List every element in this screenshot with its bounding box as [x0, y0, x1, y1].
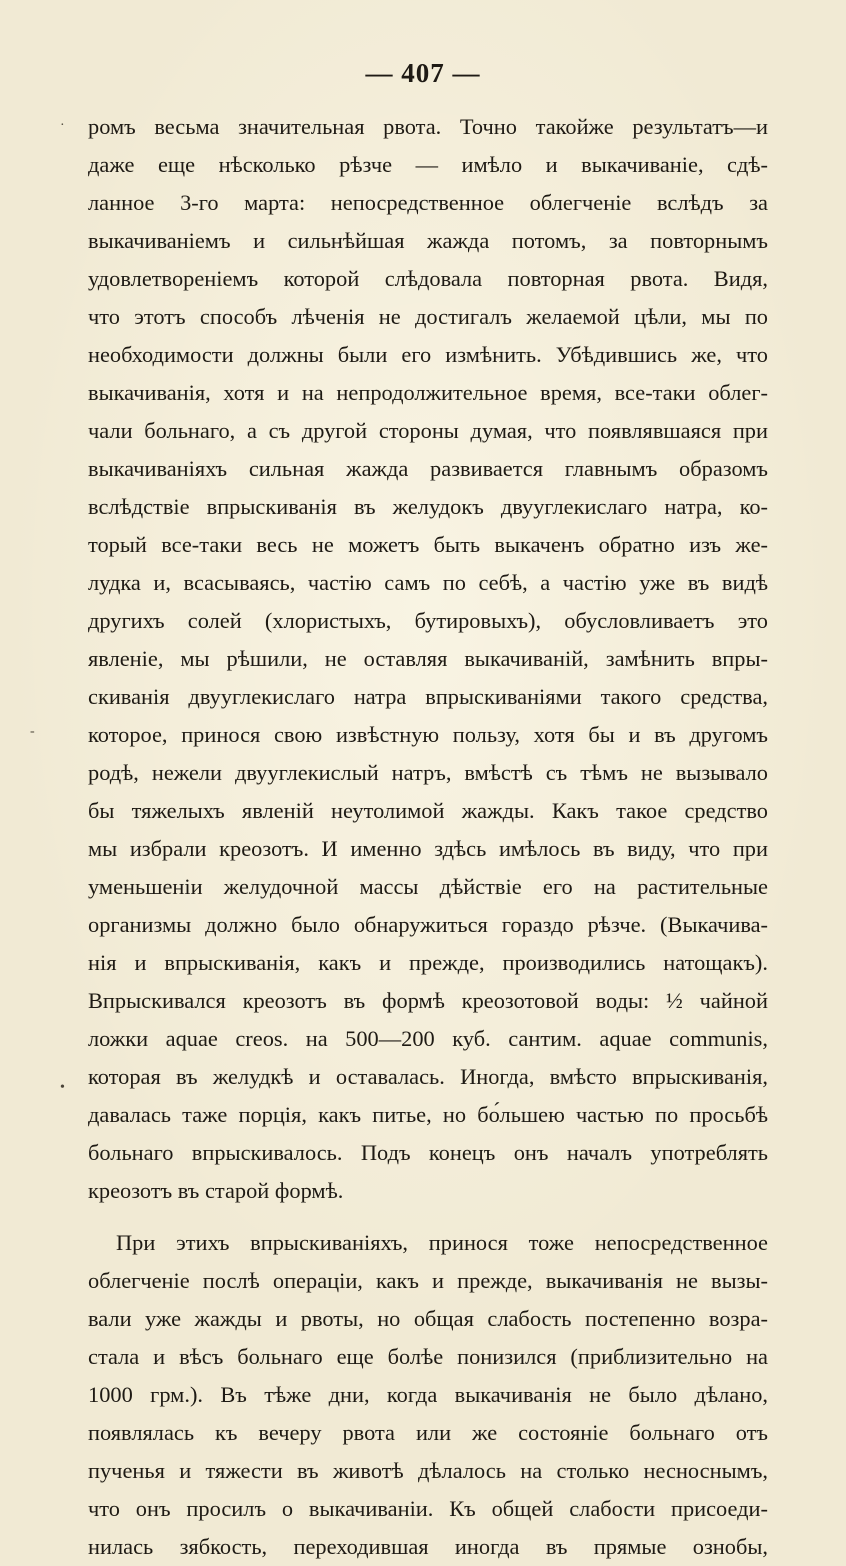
text-line: нилась зябкость, переходившая иногда въ прямые ознобы, — [88, 1534, 768, 1559]
text-line: даже еще нѣсколько рѣзче — имѣло и выкачиванiе, сдѣ- — [88, 152, 768, 177]
text-line: другихъ солей (хлористыхъ, бутировыхъ), обусловливаетъ это — [88, 608, 768, 633]
text-line: вслѣдствiе впрыскиванiя въ желудокъ двууглекислаго натра, ко- — [88, 494, 768, 519]
text-line: ромъ весьма значительная рвота. Точно такойже результатъ—и — [88, 114, 768, 139]
text-line: пученья и тяжести въ животѣ дѣлалось на столько несноснымъ, — [88, 1458, 768, 1483]
text-line: родѣ, нежели двууглекислый натръ, вмѣстѣ съ тѣмъ не вызывало — [88, 760, 768, 785]
text-line: вали уже жажды и рвоты, но общая слабость постепенно возра- — [88, 1306, 768, 1331]
paragraph-1 — [88, 108, 768, 1210]
text-line: скиванiя двууглекислаго натра впрыскиванiями такого средства, — [88, 684, 768, 709]
text-line: больнаго впрыскивалось. Подъ конецъ онъ началъ употреблять — [88, 1140, 768, 1165]
text-line: чали больнаго, а съ другой стороны думая, что появлявшаяся при — [88, 418, 768, 443]
text-line: лудка и, всасываясь, частiю самъ по себѣ, а частiю уже въ видѣ — [88, 570, 768, 595]
text-line: мы избрали креозотъ. И именно здѣсь имѣлось въ виду, что при — [88, 836, 768, 861]
paragraph-gap — [88, 1210, 768, 1224]
text-line: выкачиванiя, хотя и на непродолжительное время, все-таки облег- — [88, 380, 768, 405]
text-line: организмы должно было обнаружиться гораздо рѣзче. (Выкачива- — [88, 912, 768, 937]
text-line: удовлетворенiемъ которой слѣдовала повторная рвота. Видя, — [88, 266, 768, 291]
text-line: Впрыскивался креозотъ въ формѣ креозотовой воды: ½ чайной — [88, 988, 768, 1013]
paragraph-2 — [88, 1224, 768, 1566]
text-line: необходимости должны были его измѣнить. Убѣдившись же, что — [88, 342, 768, 367]
text-line: которая въ желудкѣ и оставалась. Иногда, вмѣсто впрыскиванiя, — [88, 1064, 768, 1089]
text-line: нiя и впрыскиванiя, какъ и прежде, производились натощакъ). — [88, 950, 768, 975]
body-text — [88, 108, 768, 1566]
text-line: ланное 3-го марта: непосредственное облегченiе вслѣдъ за — [88, 190, 768, 215]
text-line: что онъ просилъ о выкачиванiи. Къ общей слабости присоеди- — [88, 1496, 768, 1521]
text-line: облегченiе послѣ операцiи, какъ и прежде, выкачиванiя не вызы- — [88, 1268, 768, 1293]
text-line: выкачиванiяхъ сильная жажда развивается главнымъ образомъ — [88, 456, 768, 481]
text-line: ложки aquae creos. на 500—200 куб. сантим. aquae communis, — [88, 1026, 768, 1051]
text-line: бы тяжелыхъ явленiй неутолимой жажды. Какъ такое средство — [88, 798, 768, 823]
margin-speck: - — [30, 724, 35, 739]
text-line: стала и вѣсъ больнаго еще болѣе понизился (приблизительно на — [88, 1344, 768, 1369]
text-line: 1000 грм.). Въ тѣже дни, когда выкачиванiя не было дѣлано, — [88, 1382, 768, 1407]
text-line: уменьшенiи желудочной массы дѣйствiе его на растительные — [88, 874, 768, 899]
margin-speck: • — [60, 1080, 65, 1095]
text-line: которое, принося свою извѣстную пользу, хотя бы и въ другомъ — [88, 722, 768, 747]
text-line: явленiе, мы рѣшили, не оставляя выкачиванiй, замѣнить впры- — [88, 646, 768, 671]
text-line: выкачиванiемъ и сильнѣйшая жажда потомъ, за повторнымъ — [88, 228, 768, 253]
text-line: давалась таже порцiя, какъ питье, но бо́льшею частью по просьбѣ — [88, 1102, 768, 1127]
text-line: торый все-таки весь не можетъ быть выкаченъ обратно изъ же- — [88, 532, 768, 557]
page-number: — 407 — — [365, 58, 481, 88]
text-line: креозотъ въ старой формѣ. — [88, 1178, 344, 1203]
text-line: При этихъ впрыскиванiяхъ, принося тоже непосредственное — [116, 1230, 768, 1255]
margin-speck: · — [60, 118, 65, 133]
text-line: что этотъ способъ лѣченiя не достигалъ желаемой цѣли, мы по — [88, 304, 768, 329]
text-line: появлялась къ вечеру рвота или же состоянiе больнаго отъ — [88, 1420, 768, 1445]
